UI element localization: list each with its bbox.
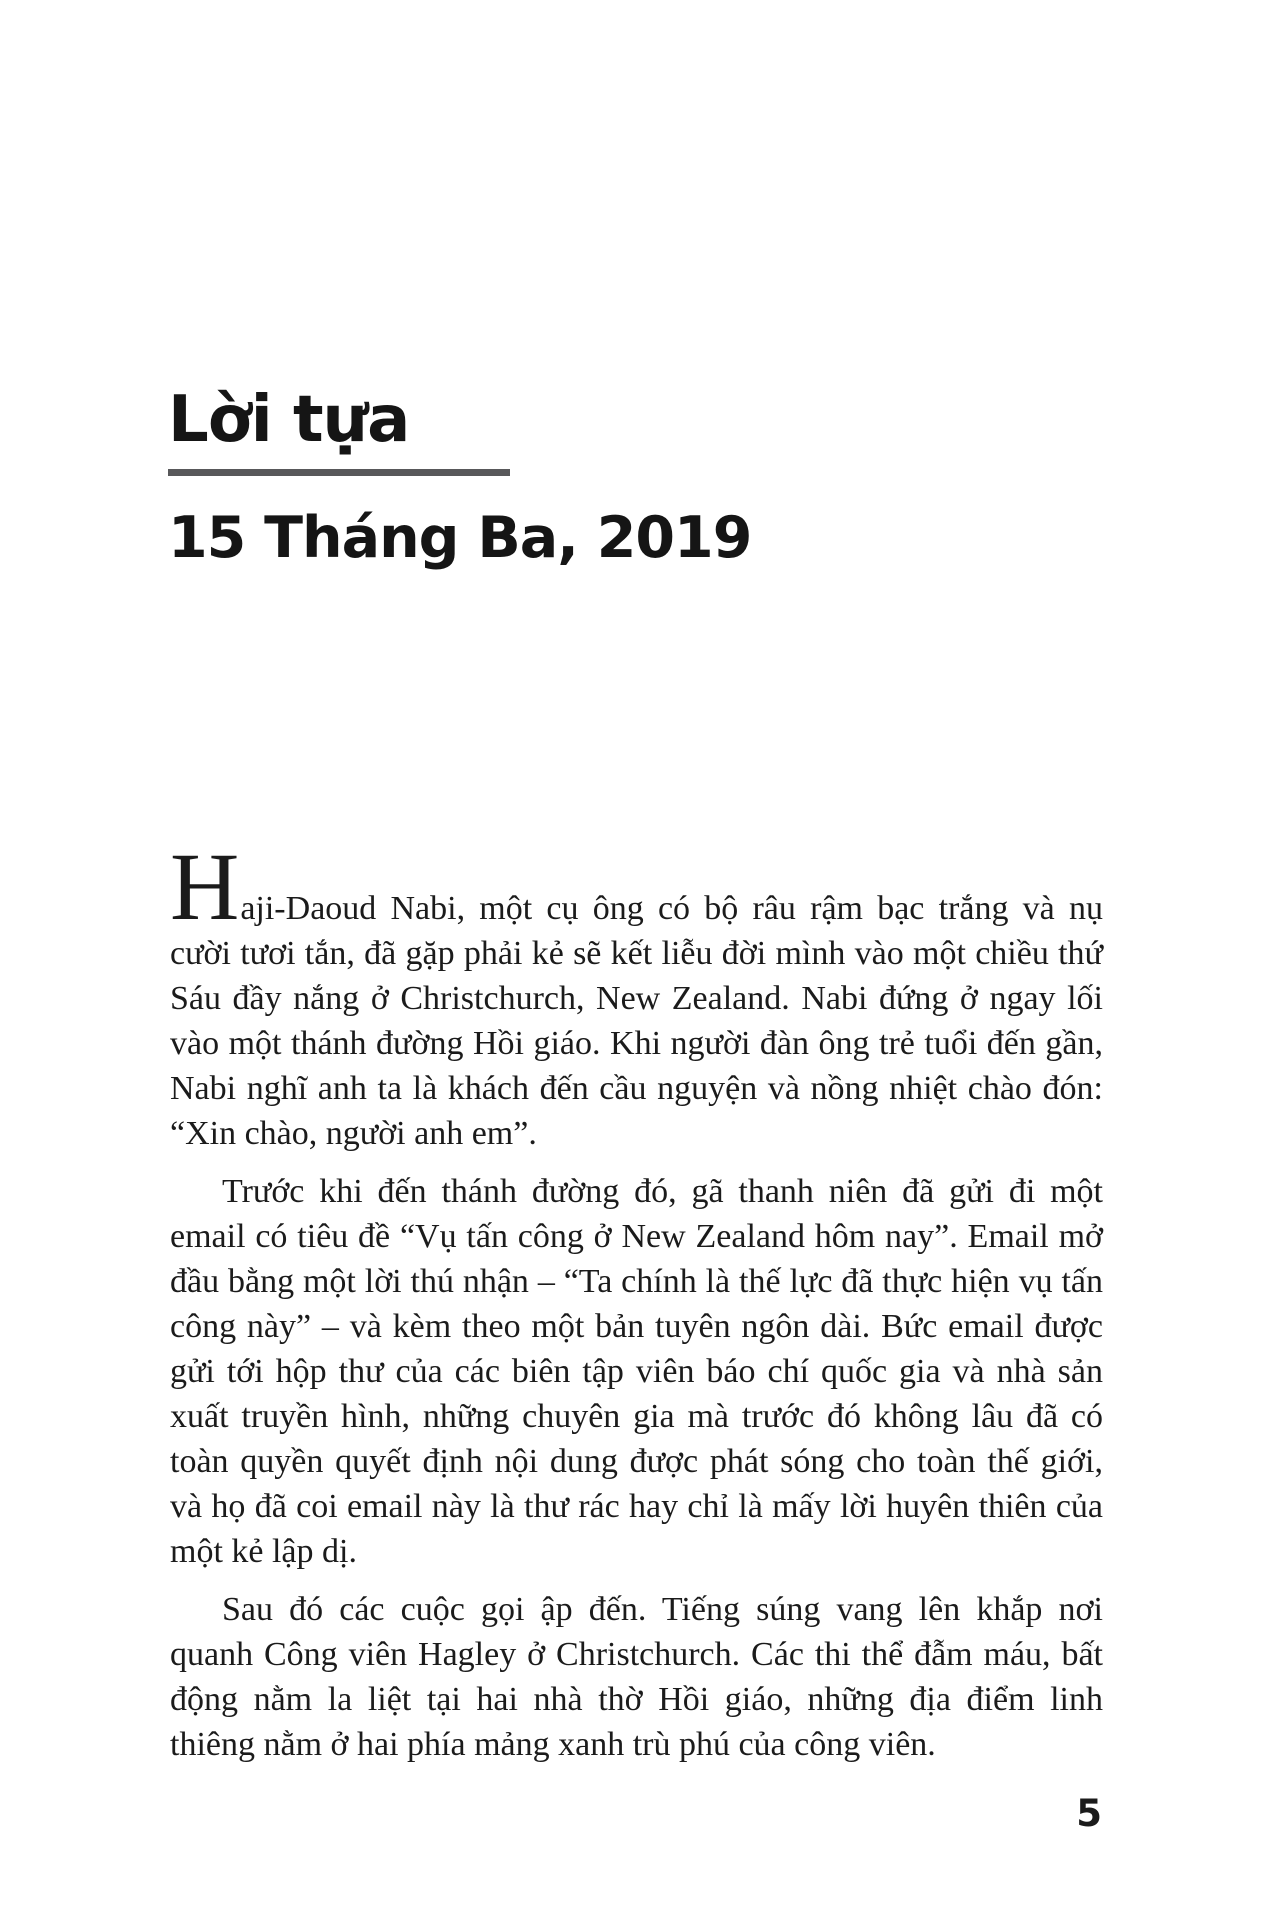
page-subtitle: 15 Tháng Ba, 2019: [168, 505, 752, 571]
dropcap-letter: H: [170, 833, 241, 940]
page-number: 5: [1076, 1792, 1102, 1835]
paragraph: [170, 833, 1103, 1156]
paragraph-text: aji-Daoud Nabi, một cụ ông có bộ râu rậm bạc trắng và nụ cười tươi tắn, đã gặp phải kẻ sẽ kết liễu đời mình vào một chiều thứ Sáu đầy nắng ở Christchurch, New Zealand. Nabi đứng ở ngay lối vào một thánh đường Hồi giáo. Khi người đàn ông trẻ tuổi đến gần, Nabi nghĩ anh ta là khách đến cầu nguyện và nồng nhiệt chào đón: “Xin chào, người anh em”.: [170, 890, 1103, 1152]
body-text: [170, 833, 1103, 1767]
title-divider: [168, 469, 510, 476]
page-title: Lời tựa: [168, 383, 410, 457]
paragraph: Sau đó các cuộc gọi ập đến. Tiếng súng vang lên khắp nơi quanh Công viên Hagley ở Christchurch. Các thi thể đẫm máu, bất động nằm la liệt tại hai nhà thờ Hồi giáo, những địa điểm linh thiêng nằm ở hai phía mảng xanh trù phú của công viên.: [170, 1591, 1103, 1763]
paragraph: Trước khi đến thánh đường đó, gã thanh niên đã gửi đi một email có tiêu đề “Vụ tấn công ở New Zealand hôm nay”. Email mở đầu bằng một lời thú nhận – “Ta chính là thế lực đã thực hiện vụ tấn công này” – và kèm theo một bản tuyên ngôn dài. Bức email được gửi tới hộp thư của các biên tập viên báo chí quốc gia và nhà sản xuất truyền hình, những chuyên gia mà trước đó không lâu đã có toàn quyền quyết định nội dung được phát sóng cho toàn thế giới, và họ đã coi email này là thư rác hay chỉ là mấy lời huyên thiên của một kẻ lập dị.: [170, 1173, 1103, 1570]
chapter-header: [168, 383, 752, 571]
